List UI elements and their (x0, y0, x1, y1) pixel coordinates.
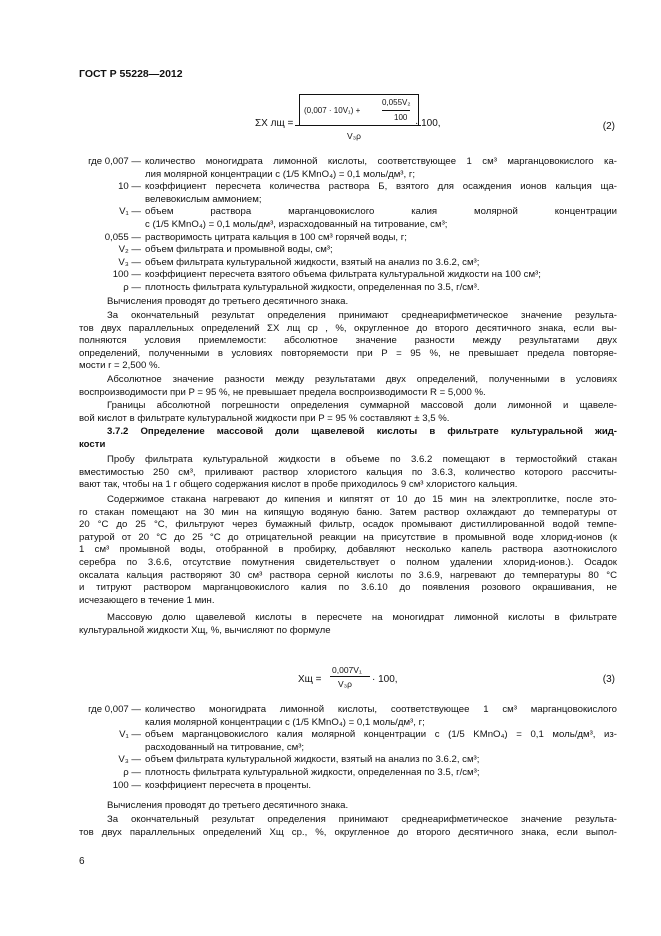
definition-row (79, 282, 617, 295)
definitions-formula-2 (79, 156, 617, 295)
definition-row (79, 169, 617, 182)
formula-2-numerator (299, 94, 419, 125)
formula-3-fraction-bar (330, 676, 370, 677)
text-line: оксалата кальция растворяют 30 см³ раствора серной кислоты по 3.6.9, нагревают до температуры 80 °С (79, 569, 617, 581)
definition-row (79, 269, 617, 282)
abs-difference-paragraph (79, 374, 617, 399)
formula-2-fraction-bar (295, 125, 421, 126)
def-key: 10 — (118, 181, 141, 193)
text-line: кости (79, 438, 106, 450)
formula-2-inner-frac-den: 100 (394, 113, 408, 122)
result-paragraph-2 (79, 814, 617, 839)
calc-precision-note-1: Вычисления проводят до третьего десятичного знака. (107, 296, 349, 307)
def-key: V₂ — (118, 244, 141, 256)
text-line: За окончательный результат определения принимают среднеарифметическое значение результа- (107, 310, 617, 321)
text-line: го стакан помещают на 30 мин на кипящую водяную баню. Затем раствор охлаждают до температуры от (79, 506, 617, 518)
def-value: объем фильтрата и промывной воды, см³; (145, 244, 333, 256)
result-paragraph-1 (79, 310, 617, 373)
definition-row (79, 767, 617, 780)
def-value: коэффициент пересчета количества раствора Б, взятого для осаждения ионов кальция ща- (145, 181, 617, 193)
def-value: c (1/5 KMnO₄) = 0,1 моль/дм³, израсходованный на титрование, см³; (145, 218, 448, 230)
text-line: Абсолютное значение разности между результатами двух определений, полученными в условиях (107, 374, 617, 385)
def-value: объем марганцовокислого калия молярной концентрации c (1/5 KMnO₄) = 0,1 моль/дм³, из- (145, 729, 617, 741)
text-line: тов двух параллельных определений Xщ ср., %, округленное до второго десятичного знака, если выпол- (79, 826, 617, 838)
definitions-formula-3 (79, 704, 617, 792)
def-value: количество моногидрата лимонной кислоты, соответствующее 1 см³ марганцовокислого ка- (145, 156, 617, 167)
def-value: растворимость цитрата кальция в 100 см³ горячей воды, г; (145, 231, 407, 243)
text-line: 20 °С до 25 °С, фильтруют через бумажный фильтр, осадок промывают дистиллированной водой темпе- (79, 519, 617, 531)
def-value: объем фильтрата культуральной жидкости, взятый на анализ по 3.6.2, см³; (145, 256, 480, 268)
definition-row (79, 156, 617, 169)
def-key (79, 742, 145, 755)
formula-3-numerator: 0,007V₁ (332, 665, 362, 675)
def-key: 0,055 — (104, 231, 141, 243)
document-header: ГОСТ Р 55228—2012 (79, 68, 183, 80)
definition-row (79, 780, 617, 793)
def-key: ρ — (123, 281, 141, 293)
definition-row (79, 717, 617, 730)
text-line: вой кислот в фильтрате культуральной жидкости при P = 95 % составляют ± 3,5 %. (79, 412, 450, 424)
text-line: вают так, чтобы на 1 г общего содержания кислот в пробе приходилось 9 см³ хлористого кальция. (79, 479, 518, 491)
formula-3-number: (3) (602, 674, 615, 685)
page-number: 6 (79, 856, 85, 867)
definition-row (79, 219, 617, 232)
text-line: воспроизводимости при P = 95 %, не превышает предела воспроизводимости R = 5,000 %. (79, 386, 486, 398)
def-value: велевокислым аммонием; (145, 193, 262, 205)
def-key: ρ — (123, 766, 141, 778)
text-line: Пробу фильтрата культуральной жидкости в объеме по 3.6.2 помещают в термостойкий стакан (107, 454, 617, 465)
text-line: вместимостью 250 см³, приливают раствор хлористого кальция по 3.6.3, количество которого рассчиты- (79, 466, 617, 478)
def-value: расходованный на титрование, см³; (145, 741, 305, 753)
formula-2 (255, 94, 445, 144)
def-key: V₁ — (119, 729, 141, 741)
def-value: лия молярной концентрации c (1/5 KMnO₄) = 0,1 моль/дм³, г; (145, 168, 415, 180)
definition-row (79, 194, 617, 207)
definition-row (79, 206, 617, 219)
section-heading-3-7-2 (79, 426, 617, 451)
formula-3-lhs: Xщ = (298, 674, 322, 685)
mass-fraction-paragraph (79, 612, 617, 637)
def-key: V₃ — (118, 256, 141, 268)
heating-procedure-paragraph (79, 494, 617, 607)
formula-2-denominator: V₃ρ (347, 131, 361, 141)
definition-row (79, 244, 617, 257)
def-key: V₃ — (118, 754, 141, 766)
text-line: серебра по 3.6.6, отсутствие помутнения свидетельствует о полном удалении хлорид-ионов.). Осадок (79, 556, 617, 568)
def-value: объем раствора марганцовокислого калия молярной концентрации (145, 206, 617, 218)
definition-row (79, 232, 617, 245)
text-line: 1 см³ промывной воды, отобранной в пробирку, добавляют несколько капель раствора азотнокислого (79, 544, 617, 556)
def-key (79, 169, 145, 182)
definition-row (79, 729, 617, 742)
error-bounds-paragraph (79, 400, 617, 425)
def-value: коэффициент пересчета в проценты. (145, 779, 312, 791)
def-key: V₁ — (119, 206, 141, 218)
text-line: определений, полученными в условиях повторяемости при P = 95 %, не превышает предела повторяе- (79, 347, 617, 359)
formula-2-number: (2) (602, 121, 615, 132)
text-line: 3.7.2 Определение массовой доли щавелевой кислоты в фильтрате культуральной жид- (107, 426, 617, 437)
formula-2-inner-left: (0,007 · 10V₁) + (304, 106, 361, 115)
def-key: где 0,007 — (88, 704, 141, 715)
def-key (79, 194, 145, 207)
formula-3 (298, 662, 418, 696)
definition-row (79, 754, 617, 767)
text-line: тов двух параллельных определений ΣX лщ ср , %, округленное до второго десятичного знака, если вы- (79, 322, 617, 334)
def-value: объем фильтрата культуральной жидкости, взятый на анализ по 3.6.2, см³; (145, 754, 480, 766)
def-value: калия молярной концентрации c (1/5 KMnO₄) = 0,1 моль/дм³, г; (145, 716, 425, 728)
text-line: Массовую долю щавелевой кислоты в пересчете на моногидрат лимонной кислоты в фильтрате (107, 612, 617, 623)
formula-3-denominator: V₃ρ (338, 679, 352, 689)
sample-paragraph (79, 454, 617, 492)
def-value: коэффициент пересчета взятого объема фильтрата культуральной жидкости на 100 см³; (145, 269, 541, 281)
text-line: Границы абсолютной погрешности определения суммарной массовой доли лимонной и щавеле- (107, 400, 617, 411)
text-line: ратурой от 20 °С до 25 °С до отрицательной реакции на присутствие в промывной воде хлорид-ионов (к (79, 531, 617, 543)
text-line: Содержимое стакана нагревают до кипения и кипятят от 10 до 15 мин на электроплитке, после это- (107, 494, 617, 505)
formula-2-inner-frac-num: 0,055V₂ (382, 97, 410, 111)
def-key (79, 717, 145, 730)
text-line: мости r = 2,500 %. (79, 360, 161, 372)
formula-2-lhs: ΣX лщ = (255, 118, 294, 129)
text-line: культуральной жидкости Xщ, %, вычисляют по формуле (79, 624, 331, 636)
def-value: плотность фильтрата культуральной жидкости, определенная по 3.5, г/см³. (145, 281, 480, 293)
text-line: и титруют раствором марганцовокислого калия по 3.6.10 до появления розового окрашивания, не (79, 582, 617, 594)
definition-row (79, 704, 617, 717)
def-key (79, 219, 145, 232)
def-value: плотность фильтрата культуральной жидкости, определенная по 3.5, г/см³; (145, 766, 480, 778)
formula-2-tail: · 100, (415, 118, 441, 129)
text-line: За окончательный результат определения принимают среднеарифметическое значение результа- (107, 814, 617, 825)
def-key: где 0,007 — (88, 156, 141, 167)
def-value: количество моногидрата лимонной кислоты, соответствующее 1 см³ марганцовокислого (145, 704, 617, 715)
calc-precision-note-2: Вычисления проводят до третьего десятичного знака. (107, 800, 349, 811)
def-key: 100 — (112, 779, 141, 791)
definition-row (79, 742, 617, 755)
definition-row (79, 181, 617, 194)
def-key: 100 — (112, 269, 141, 281)
text-line: полняются условия приемлемости: абсолютное значение разности между результатами двух (79, 335, 617, 347)
definition-row (79, 257, 617, 270)
formula-3-tail: · 100, (372, 674, 398, 685)
text-line: исчезающего в течение 1 мин. (79, 594, 215, 606)
